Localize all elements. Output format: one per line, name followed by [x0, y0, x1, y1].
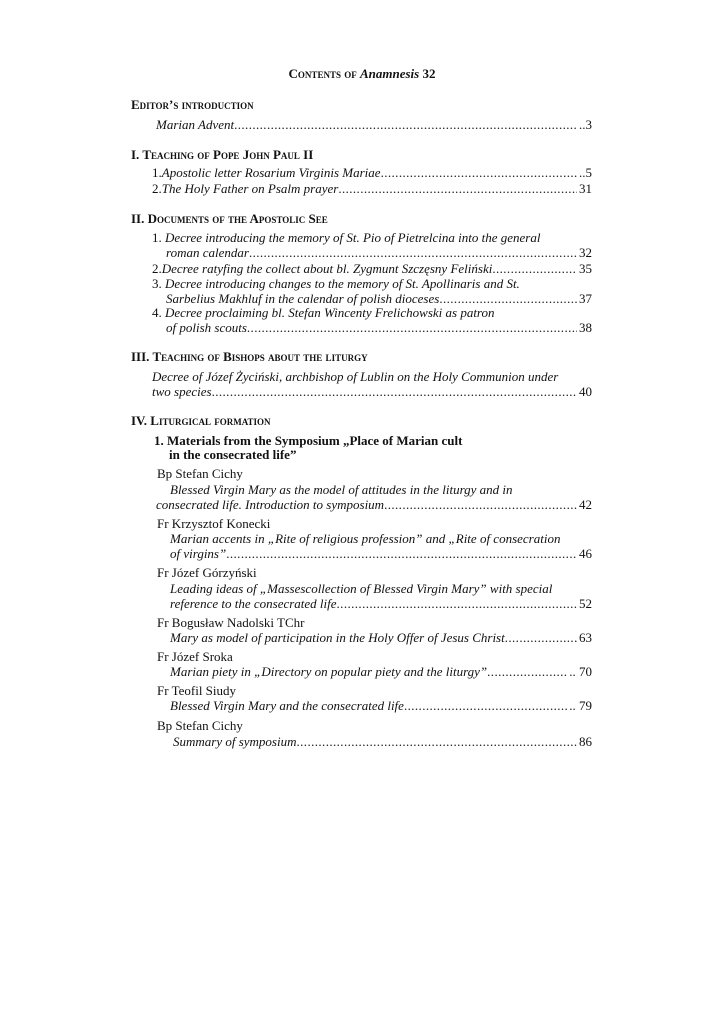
entry-title: Blessed Virgin Mary and the consecrated life	[170, 698, 404, 713]
dot-leader	[226, 546, 577, 561]
symposium-heading-line1: 1. Materials from the Symposium „Place of Marian cult	[154, 433, 463, 448]
toc-entry	[170, 664, 592, 679]
entry-title: Decree proclaiming bl. Stefan Wincenty Frelichowski as patron	[165, 305, 495, 320]
entry-page: 38	[579, 320, 592, 335]
entry-title: Marian Advent	[156, 117, 235, 132]
entry-page: 32	[579, 245, 592, 260]
toc-entry	[170, 546, 592, 561]
dot-leader	[234, 117, 577, 132]
dot-leader	[247, 320, 577, 335]
entry-page: 42	[579, 497, 592, 512]
entry-page: .. 79	[569, 698, 592, 713]
toc-entry	[170, 698, 592, 713]
section-heading-2: II. Documents of the Apostolic See	[131, 211, 328, 226]
entry-page: 40	[579, 384, 592, 399]
toc-entry	[152, 384, 592, 399]
entry-page: 86	[579, 734, 592, 749]
entry-title: The Holy Father on Psalm prayer	[161, 181, 339, 196]
page-title	[0, 66, 724, 82]
entry-page: .. 70	[569, 664, 592, 679]
dot-leader	[505, 630, 577, 645]
entry-title: Decree introducing changes to the memory of St. Apollinaris and St.	[165, 276, 520, 291]
entry-title-cont: two species	[152, 384, 212, 399]
section-heading-3: III. Teaching of Bishops about the liturgy	[131, 349, 368, 364]
toc-entry	[156, 497, 592, 512]
entry-title: Marian piety in „Directory on popular piety and the liturgy”	[170, 664, 488, 679]
author-name: Fr Krzysztof Konecki	[157, 516, 271, 531]
entry-title-cont: of virgins”	[170, 546, 227, 561]
entry-title-cont: of polish scouts	[166, 320, 247, 335]
entry-title: Decree introducing the memory of St. Pio of Pietrelcina into the general	[165, 230, 541, 245]
entry-title: Summary of symposium	[173, 734, 297, 749]
entry-number: 2.	[152, 181, 162, 196]
dot-leader	[338, 181, 577, 196]
section-heading-4: IV. Liturgical formation	[131, 413, 271, 428]
dot-leader	[249, 245, 577, 260]
author-title-line1: Leading ideas of „Massescollection of Blessed Virgin Mary” with special	[170, 581, 553, 596]
title-number: 32	[419, 66, 436, 81]
entry-number: 1.	[152, 230, 165, 245]
dot-leader	[487, 664, 567, 679]
section-heading-editor: Editor’s introduction	[131, 97, 254, 112]
author-name: Fr Józef Sroka	[157, 649, 233, 664]
title-prefix: Contents of	[288, 66, 360, 81]
entry-title-cont: reference to the consecrated life	[170, 596, 337, 611]
toc-entry	[170, 630, 592, 645]
entry-number: 4.	[152, 305, 165, 320]
dot-leader	[404, 698, 567, 713]
toc-entry	[173, 734, 592, 749]
title-journal: Anamnesis	[359, 66, 420, 81]
author-name: Fr Teofil Siudy	[157, 683, 237, 698]
toc-entry	[166, 245, 592, 260]
symposium-heading-line2: in the consecrated life”	[169, 447, 297, 462]
entry-page: 35	[579, 261, 592, 276]
entry-page: 63	[579, 630, 592, 645]
toc-entry-line1	[152, 276, 520, 291]
entry-title-cont: roman calendar	[166, 245, 249, 260]
entry-page: ..5	[579, 165, 592, 180]
entry-page: 52	[579, 596, 592, 611]
author-title-line1: Marian accents in „Rite of religious profession” and „Rite of consecration	[170, 531, 561, 546]
entry-page: 37	[579, 291, 592, 306]
section-heading-1: I. Teaching of Pope John Paul II	[131, 147, 314, 162]
dot-leader	[439, 291, 577, 306]
dot-leader	[492, 261, 577, 276]
toc-entry	[152, 181, 592, 196]
author-name: Fr Józef Górzyński	[157, 565, 257, 580]
dot-leader	[381, 165, 577, 180]
author-name: Bp Stefan Cichy	[157, 466, 243, 481]
entry-page: 46	[579, 546, 592, 561]
author-name: Bp Stefan Cichy	[157, 718, 243, 733]
toc-entry	[156, 117, 592, 132]
toc-entry	[166, 291, 592, 306]
dot-leader	[297, 734, 578, 749]
entry-title: Apostolic letter Rosarium Virginis Mariae	[161, 165, 381, 180]
dot-leader	[212, 384, 577, 399]
entry-page: ..3	[579, 117, 592, 132]
entry-number: 1.	[152, 165, 162, 180]
toc-entry-line1	[152, 230, 540, 245]
author-name: Fr Bogusław Nadolski TChr	[157, 615, 305, 630]
entry-title-cont: Sarbelius Makhluf in the calendar of polish dioceses	[166, 291, 440, 306]
toc-entry	[152, 165, 592, 180]
toc-entry	[166, 320, 592, 335]
entry-title: Decree ratyfing the collect about bl. Zygmunt Szczęsny Feliński	[161, 261, 493, 276]
entry-number: 2.	[152, 261, 162, 276]
entry-title-cont: consecrated life. Introduction to symposium	[156, 497, 385, 512]
entry-number: 3.	[152, 276, 165, 291]
toc-entry-line1: Decree of Józef Życiński, archbishop of Lublin on the Holy Communion under	[152, 369, 559, 384]
toc-entry	[170, 596, 592, 611]
toc-entry	[152, 261, 592, 276]
entry-title: Mary as model of participation in the Holy Offer of Jesus Christ	[170, 630, 505, 645]
entry-page: 31	[579, 181, 592, 196]
dot-leader	[337, 596, 577, 611]
toc-entry-line1	[152, 305, 495, 320]
author-title-line1: Blessed Virgin Mary as the model of attitudes in the liturgy and in	[170, 482, 513, 497]
dot-leader	[384, 497, 577, 512]
